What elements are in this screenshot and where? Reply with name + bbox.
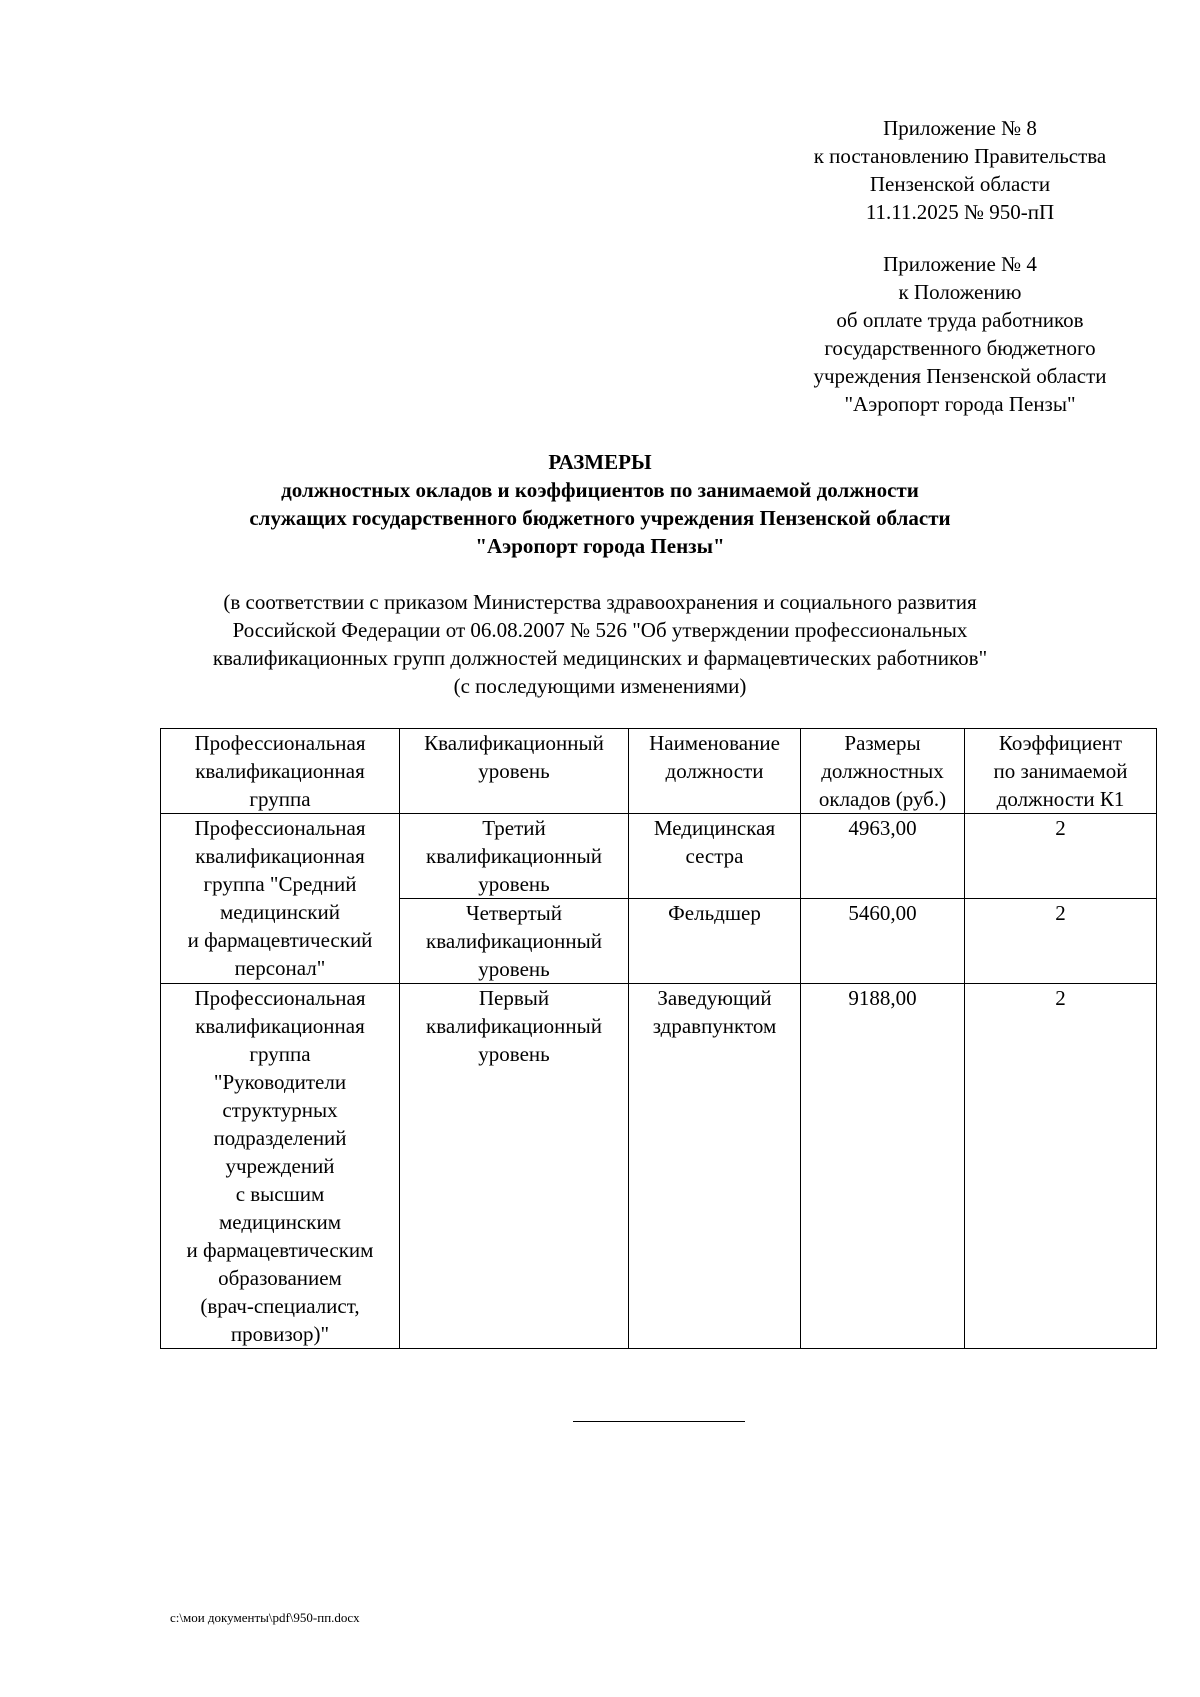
basis-line: квалификационных групп должностей медицинских и фармацевтических работников": [212, 646, 988, 670]
header-line: квалификационная: [195, 759, 365, 783]
level-cell: [400, 984, 629, 1349]
appendix-8-line: 11.11.2025 № 950-пП: [865, 200, 1055, 224]
appendix-4-line: об оплате труда работников: [836, 308, 1084, 332]
coefficient-cell: 2: [965, 984, 1157, 1349]
group-name-line: "Руководители: [213, 1070, 347, 1094]
title-line: должностных окладов и коэффициентов по занимаемой должности: [281, 478, 919, 502]
appendix-8-line: Приложение № 8: [883, 116, 1037, 140]
basis-line: (в соответствии с приказом Министерства здравоохранения и социального развития: [223, 590, 977, 614]
group-name-line: с высшим: [235, 1182, 325, 1206]
group-name-line: квалификационная: [195, 1014, 365, 1038]
group-name-cell: [161, 814, 400, 984]
header-line: Наименование: [649, 731, 780, 755]
appendix-8-block: [770, 114, 1150, 226]
salary-cell: 4963,00: [801, 814, 965, 899]
header-line: должности: [665, 759, 764, 783]
salary-table: [160, 728, 1157, 1349]
appendix-4-block: [770, 250, 1150, 418]
group-name-line: группа: [249, 1042, 311, 1066]
header-salary: [801, 729, 965, 814]
coefficient-cell: 2: [965, 814, 1157, 899]
group-name-cell: [161, 984, 400, 1349]
group-name-line: квалификационная: [195, 844, 365, 868]
document-title: [0, 448, 1200, 560]
level-line: уровень: [478, 957, 550, 981]
appendix-8-line: к постановлению Правительства: [813, 144, 1107, 168]
end-separator-line: [573, 1421, 745, 1422]
position-line: сестра: [685, 844, 744, 868]
header-line: Коэффициент: [998, 731, 1123, 755]
salary-cell: 9188,00: [801, 984, 965, 1349]
position-line: Фельдшер: [668, 901, 761, 925]
position-line: здравпунктом: [652, 1014, 777, 1038]
level-line: квалификационный: [426, 929, 602, 953]
header-group: [161, 729, 400, 814]
group-name-line: структурных: [222, 1098, 338, 1122]
appendix-4-line: учреждения Пензенской области: [813, 364, 1107, 388]
group-name-line: Профессиональная: [194, 986, 366, 1010]
group-name-line: подразделений: [213, 1126, 347, 1150]
group-name-line: и фармацевтическим: [186, 1238, 374, 1262]
basis-line: (с последующими изменениями): [453, 674, 747, 698]
group-name-line: медицинским: [218, 1210, 342, 1234]
level-cell: [400, 899, 629, 984]
header-line: окладов (руб.): [818, 787, 947, 811]
group-name-line: персонал": [234, 956, 326, 980]
header-line: Размеры: [844, 731, 921, 755]
appendix-4-line: к Положению: [898, 280, 1022, 304]
table-header-row: [161, 729, 1157, 814]
position-line: Медицинская: [653, 816, 776, 840]
position-cell: [629, 984, 801, 1349]
title-line: "Аэропорт города Пензы": [475, 534, 725, 558]
group-name-line: и фармацевтический: [187, 928, 373, 952]
group-name-line: провизор)": [230, 1322, 330, 1346]
group-name-line: Профессиональная: [194, 816, 366, 840]
level-line: уровень: [478, 1042, 550, 1066]
level-line: уровень: [478, 872, 550, 896]
position-cell: [629, 899, 801, 984]
appendix-4-line: государственного бюджетного: [824, 336, 1096, 360]
appendix-8-line: Пензенской области: [869, 172, 1051, 196]
header-line: должностных: [821, 759, 944, 783]
salary-cell: 5460,00: [801, 899, 965, 984]
header-line: Квалификационный: [424, 731, 604, 755]
header-line: группа: [249, 787, 311, 811]
appendix-4-line: "Аэропорт города Пензы": [844, 392, 1076, 416]
header-line: уровень: [478, 759, 550, 783]
table-row: [161, 814, 1157, 899]
header-position: [629, 729, 801, 814]
level-line: Третий: [482, 816, 546, 840]
header-line: Профессиональная: [194, 731, 366, 755]
header-line: по занимаемой: [993, 759, 1128, 783]
group-name-line: (врач-специалист,: [200, 1294, 360, 1318]
group-name-line: учреждений: [225, 1154, 335, 1178]
group-name-line: группа "Средний: [203, 872, 357, 896]
basis-line: Российской Федерации от 06.08.2007 № 526 "Об утверждении профессиональных: [232, 618, 968, 642]
position-cell: [629, 814, 801, 899]
level-cell: [400, 814, 629, 899]
level-line: Первый: [478, 986, 550, 1010]
footer-file-path: c:\мои документы\pdf\950-пп.docx: [170, 1610, 360, 1625]
header-coefficient: [965, 729, 1157, 814]
coefficient-cell: 2: [965, 899, 1157, 984]
title-line: служащих государственного бюджетного учреждения Пензенской области: [249, 506, 951, 530]
appendix-4-line: Приложение № 4: [883, 252, 1037, 276]
group-name-line: медицинский: [220, 900, 340, 924]
legal-basis-note: [0, 588, 1200, 700]
header-line: должности К1: [996, 787, 1125, 811]
table-row: [161, 984, 1157, 1349]
group-name-line: образованием: [218, 1266, 342, 1290]
level-line: квалификационный: [426, 844, 602, 868]
level-line: квалификационный: [426, 1014, 602, 1038]
title-heading: РАЗМЕРЫ: [548, 450, 652, 474]
level-line: Четвертый: [465, 901, 562, 925]
position-line: Заведующий: [657, 986, 772, 1010]
header-level: [400, 729, 629, 814]
